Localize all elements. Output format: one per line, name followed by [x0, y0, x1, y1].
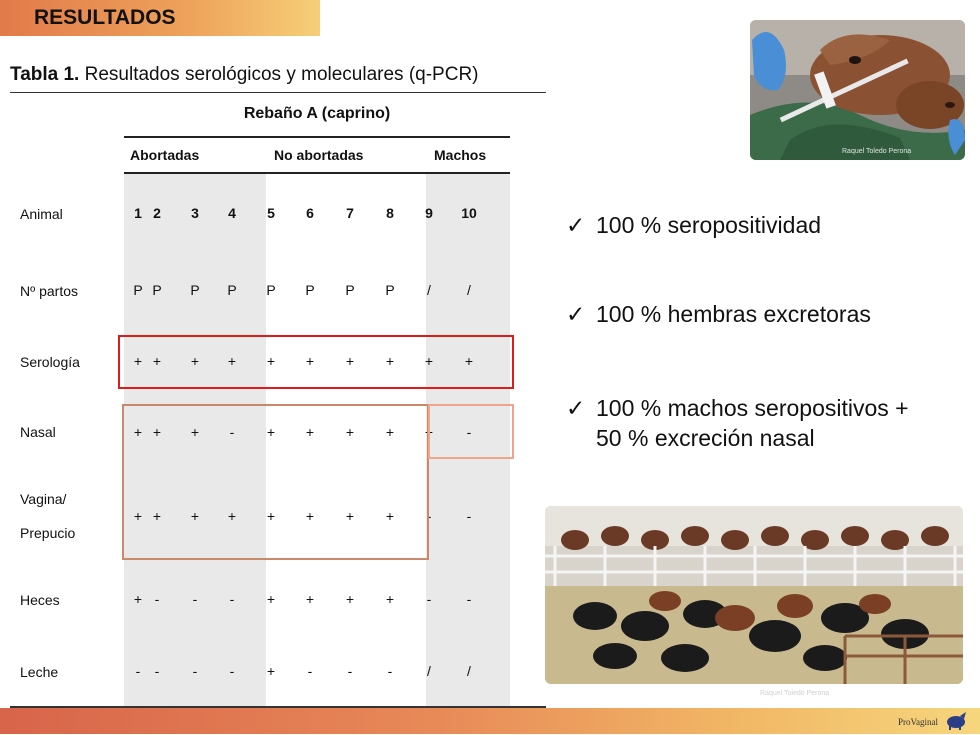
table-cell: 2	[153, 205, 161, 221]
table-cell: +	[424, 353, 434, 369]
table-cell: -	[135, 663, 141, 679]
table-cell: -	[154, 663, 160, 679]
table-cell: -	[387, 663, 393, 679]
table-cell: /	[427, 282, 431, 298]
table-cell: +	[133, 508, 143, 524]
bullet-text: 100 % seropositividad	[596, 212, 822, 238]
bullet-text: 100 % hembras excretoras	[596, 301, 871, 327]
row-label-partos: Nº partos	[20, 283, 79, 299]
table-cell: P	[266, 282, 276, 298]
section-title: RESULTADOS	[34, 6, 176, 29]
goat-herd-photo	[545, 506, 963, 684]
table-cell: -	[192, 663, 198, 679]
group-machos: Machos	[434, 147, 487, 163]
row-label-leche: Leche	[20, 664, 59, 680]
table-cell: 7	[346, 205, 354, 221]
row-label-heces: Heces	[20, 592, 60, 608]
table-cell: -	[426, 508, 432, 524]
goat-logo-icon	[944, 712, 968, 735]
table-caption-label: Tabla 1.	[10, 64, 80, 85]
herd-title: Rebaño A (caprino)	[243, 105, 391, 122]
footer-logo-text: ProVaginal	[898, 717, 938, 727]
group-abortadas: Abortadas	[130, 147, 200, 163]
table-cell: +	[152, 353, 162, 369]
table-cell: +	[385, 591, 395, 607]
table-caption	[10, 64, 479, 86]
row-label-serologia: Serología	[20, 354, 80, 370]
goat-swab-illustration	[750, 20, 965, 160]
table-caption-text: Resultados serológicos y moleculares (q-PCR)	[79, 64, 479, 85]
table-cell: P	[385, 282, 395, 298]
table-cell: +	[385, 508, 395, 524]
table-cell: +	[345, 353, 355, 369]
table-cell: 5	[267, 205, 275, 221]
table-cell: 9	[425, 205, 433, 221]
herd-rule	[124, 136, 510, 138]
row-label-animal: Animal	[20, 206, 63, 222]
table-cell: +	[190, 353, 200, 369]
table-cell: +	[305, 424, 315, 440]
table-cell: /	[467, 282, 471, 298]
table-cell: -	[466, 424, 472, 440]
table-cell: +	[227, 353, 237, 369]
table-cell: /	[427, 663, 431, 679]
table-cell: -	[229, 663, 235, 679]
table-cell: /	[467, 663, 471, 679]
bullet-machos	[566, 393, 909, 453]
nasal-male-highlight-box	[428, 404, 514, 459]
serologia-highlight-box	[118, 335, 514, 389]
table-cell: P	[152, 282, 162, 298]
group-no-abortadas: No abortadas	[274, 147, 364, 163]
row-label-prepucio: Prepucio	[20, 525, 76, 541]
bullet-text-block	[596, 393, 909, 453]
table-cell: +	[152, 424, 162, 440]
check-icon: ✓	[566, 212, 586, 238]
table-cell: +	[133, 424, 143, 440]
table-cell: +	[345, 424, 355, 440]
caption-rule	[10, 92, 546, 93]
goat-herd-illustration	[545, 506, 963, 684]
table-cell: -	[154, 591, 160, 607]
footer-bar	[0, 708, 980, 734]
table-cell: 10	[461, 205, 477, 221]
row-label-vagina: Vagina/	[20, 491, 67, 507]
table-cell: -	[229, 424, 235, 440]
table-cell: +	[266, 591, 276, 607]
table-cell: -	[466, 591, 472, 607]
table-cell: +	[190, 508, 200, 524]
check-icon: ✓	[566, 301, 586, 327]
bullet-text-line2: 50 % excreción nasal	[596, 425, 815, 451]
table-cell: +	[133, 591, 143, 607]
table-cell: +	[305, 591, 315, 607]
check-icon: ✓	[566, 395, 586, 421]
table-cell: +	[227, 508, 237, 524]
table-cell: +	[266, 424, 276, 440]
bullet-excretoras	[566, 299, 871, 329]
table-cell: +	[424, 424, 434, 440]
table-cell: +	[345, 508, 355, 524]
excretion-highlight-box	[122, 404, 429, 560]
table-cell: -	[229, 591, 235, 607]
table-cell: -	[347, 663, 353, 679]
table-cell: P	[227, 282, 237, 298]
table-cell: P	[305, 282, 315, 298]
table-cell: +	[305, 508, 315, 524]
table-cell: +	[266, 663, 276, 679]
table-cell: 3	[191, 205, 199, 221]
table-cell: +	[190, 424, 200, 440]
table-cell: 4	[228, 205, 236, 221]
table-cell: +	[345, 591, 355, 607]
table-cell: +	[266, 353, 276, 369]
row-label-nasal: Nasal	[20, 424, 56, 440]
bullet-seropositividad	[566, 210, 821, 240]
table-cell: -	[466, 508, 472, 524]
table-cell: 1	[134, 205, 142, 221]
photo-credit-top: Raquel Toledo Perona	[842, 148, 912, 155]
table-cell: +	[133, 353, 143, 369]
table-cell: +	[305, 353, 315, 369]
table-cell: 6	[306, 205, 314, 221]
table-cell: +	[152, 508, 162, 524]
table-cell: -	[426, 591, 432, 607]
goat-swab-photo	[750, 20, 965, 160]
table-cell: +	[266, 508, 276, 524]
table-cell: P	[133, 282, 143, 298]
table-cell: +	[385, 353, 395, 369]
table-cell: +	[385, 424, 395, 440]
bullet-text: 100 % machos seropositivos +	[596, 395, 909, 421]
table-cell: +	[464, 353, 474, 369]
group-rule	[124, 172, 510, 174]
table-cell: P	[190, 282, 200, 298]
photo-credit-bottom: Raquel Toledo Perona	[760, 690, 830, 697]
table-cell: P	[345, 282, 355, 298]
table-cell: 8	[386, 205, 394, 221]
table-cell: -	[192, 591, 198, 607]
table-cell: -	[307, 663, 313, 679]
